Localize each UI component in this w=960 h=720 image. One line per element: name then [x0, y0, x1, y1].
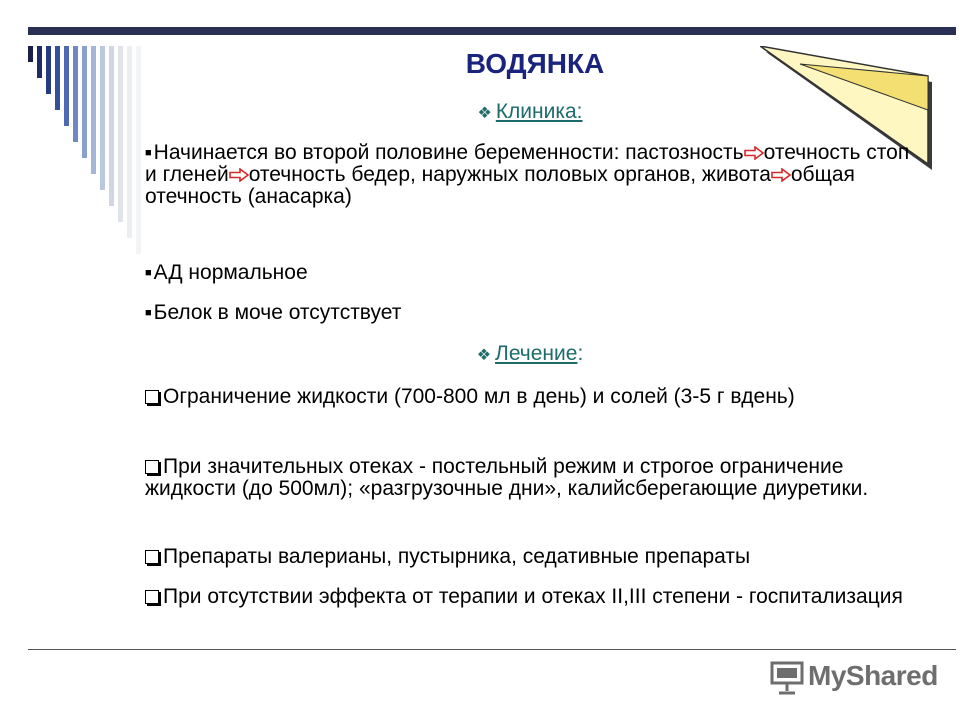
treatment-item-4: При отсутствии эффекта от терапии и отеках II,III степени - госпитализация	[145, 586, 915, 608]
right-arrow-icon	[771, 168, 791, 182]
square-bullet-icon: ■	[145, 307, 152, 319]
logo-text: MyShared	[808, 660, 938, 691]
presentation-icon	[768, 660, 808, 696]
checkbox-bullet-icon	[145, 390, 159, 404]
checkbox-bullet-icon	[145, 460, 159, 474]
square-bullet-icon: ■	[145, 267, 152, 279]
clinic-item-3: ■Белок в моче отсутствует	[145, 301, 402, 324]
clinic-item-1: ■Начинается во второй половине беременности: пастозность отечность стоп и гленей отечность бедер, наружных половых органов, живота общая отечность (анасарка)	[145, 141, 910, 208]
square-bullet-icon: ■	[145, 147, 152, 159]
right-arrow-icon	[229, 168, 249, 182]
diamond-bullet-icon: ❖	[477, 105, 492, 122]
section-heading-clinic: ❖ Клиника:	[477, 100, 583, 123]
treatment-item-3: Препараты валерианы, пустырника, седативные препараты	[145, 546, 915, 568]
right-arrow-icon	[744, 146, 764, 160]
checkbox-bullet-icon	[145, 550, 159, 564]
page-title: ВОДЯНКА	[465, 48, 605, 79]
section-heading-treatment: ❖ Лечение:	[476, 342, 584, 365]
bottom-divider	[28, 649, 956, 650]
diamond-bullet-icon: ❖	[476, 347, 492, 364]
treatment-item-1: Ограничение жидкости (700-800 мл в день) и солей (3-5 г вдень)	[145, 386, 915, 408]
clinic-item-2: ■АД нормальное	[145, 261, 308, 284]
top-bar	[28, 27, 956, 35]
checkbox-bullet-icon	[145, 590, 159, 604]
treatment-item-2: При значительных отеках - постельный режим и строгое ограничение жидкости (до 500мл); «разгрузочные дни», калийсберегающие диуретики.	[145, 455, 869, 500]
